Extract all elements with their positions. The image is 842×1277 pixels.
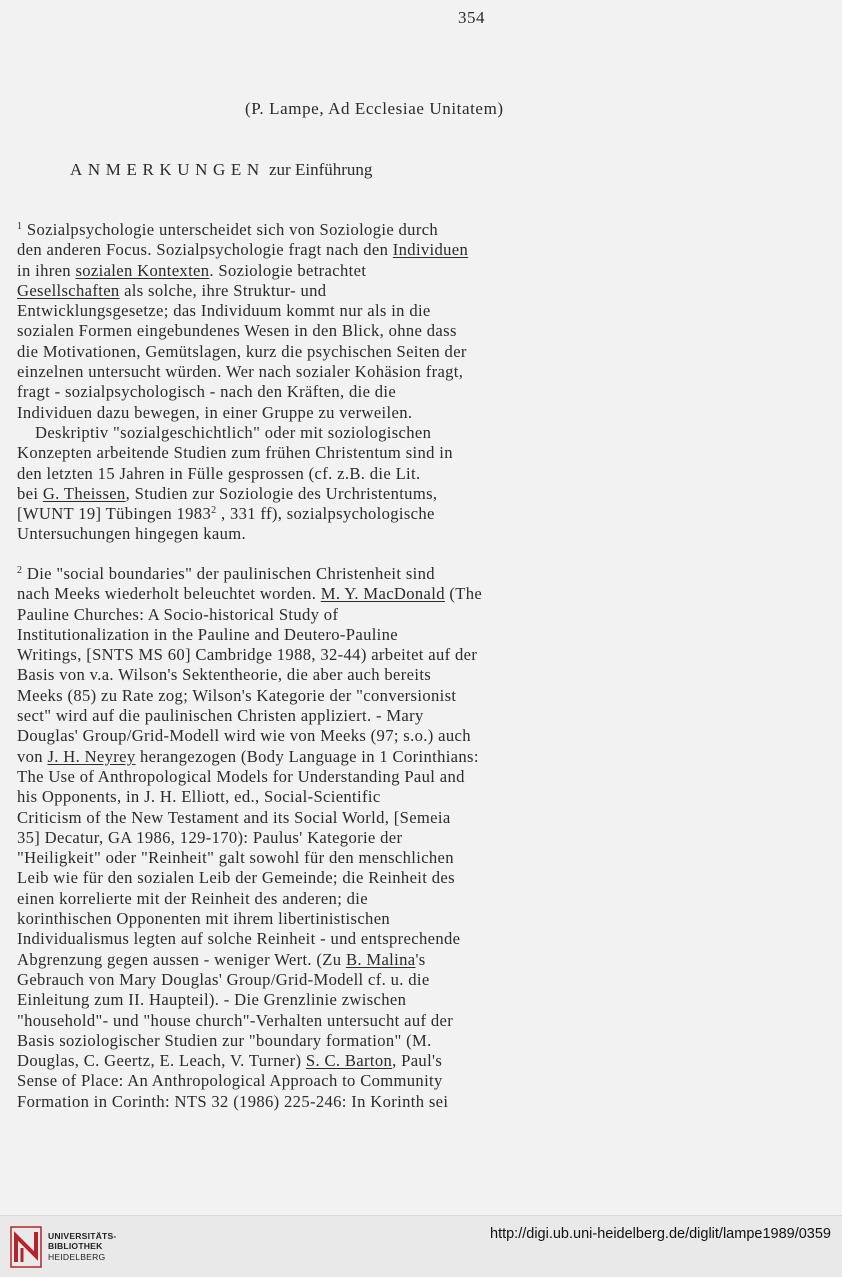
footnote-line: Entwicklungsgesetze; das Individuum kommt nur als in die bbox=[17, 301, 431, 321]
footnote-line: Abgrenzung gegen aussen - weniger Wert. (Zu B. Malina's bbox=[17, 949, 426, 969]
footnote-line: Gesellschaften als solche, ihre Struktur- und bbox=[17, 280, 327, 300]
footnote-line: [WUNT 19] Tübingen 1983$^2$ , 331 ff), sozialpsychologische bbox=[17, 504, 435, 524]
footnote-line: Writings, [SNTS MS 60] Cambridge 1988, 32-44) arbeitet auf der bbox=[17, 645, 478, 665]
footnote-marker: 2 bbox=[17, 565, 23, 576]
footnote-line: Konzepten arbeitende Studien zum frühen Christentum sind in bbox=[17, 443, 453, 463]
footnote-2 bbox=[17, 564, 562, 1112]
footnote-line: Meeks (85) zu Rate zog; Wilson's Kategorie der "conversionist bbox=[17, 685, 457, 705]
viewer-footer bbox=[0, 1215, 842, 1277]
footnote-line: in ihren sozialen Kontexten. Soziologie betrachtet bbox=[17, 260, 367, 280]
footnote-line: von J. H. Neyrey herangezogen (Body Language in 1 Corinthians: bbox=[17, 746, 479, 766]
edition-superscript: 2 bbox=[211, 505, 217, 517]
footnote-line: einen korrelierte mit der Reinheit des anderen; die bbox=[17, 888, 368, 908]
footnote-line: 35] Decatur, GA 1986, 129-170): Paulus' Kategorie der bbox=[17, 827, 403, 847]
underlined-author: S. C. Barton bbox=[305, 1051, 393, 1071]
footnote-line: Formation in Corinth: NTS 32 (1986) 225-246: In Korinth sei bbox=[17, 1091, 449, 1111]
section-heading bbox=[70, 160, 372, 180]
footnote-line: sect" wird auf die paulinischen Christen appliziert. - Mary bbox=[17, 706, 424, 726]
footnote-line: bei G. Theissen, Studien zur Soziologie des Urchristentums, bbox=[17, 483, 438, 503]
footnote-line: nach Meeks wiederholt beleuchtet worden. M. Y. MacDonald (The bbox=[17, 584, 483, 604]
footnote-line: $^2$ Die "social boundaries" der paulinischen Christenheit sind bbox=[17, 564, 435, 583]
footnote-line: Basis von v.a. Wilson's Sektentheorie, die aber auch bereits bbox=[17, 665, 432, 685]
footnote-line: den anderen Focus. Sozialpsychologie fragt nach den Individuen bbox=[17, 240, 469, 260]
footnote-line: korinthischen Opponenten mit ihrem libertinistischen bbox=[17, 909, 391, 929]
footnote-line: Gebrauch von Mary Douglas' Group/Grid-Modell cf. u. die bbox=[17, 969, 430, 989]
footnote-line: The Use of Anthropological Models for Understanding Paul and bbox=[17, 766, 465, 786]
footnote-line: Pauline Churches: A Socio-historical Study of bbox=[17, 604, 339, 624]
footnote-line: Individuen dazu bewegen, in einer Gruppe zu verweilen. bbox=[17, 402, 413, 422]
footnote-line: Basis soziologischer Studien zur "boundary formation" (M. bbox=[17, 1030, 432, 1050]
underlined-author: M. Y. MacDonald bbox=[320, 584, 445, 604]
permalink-url[interactable]: http://digi.ub.uni-heidelberg.de/diglit/lampe1989/0359 bbox=[490, 1226, 831, 1242]
footnote-line: Sense of Place: An Anthropological Approach to Community bbox=[17, 1071, 443, 1091]
footnote-line: Deskriptiv "sozialgeschichtlich" oder mit soziologischen bbox=[35, 422, 432, 442]
footnote-marker: 1 bbox=[17, 221, 23, 232]
footnote-line: einzelnen untersucht würden. Wer nach sozialer Kohäsion fragt, bbox=[17, 362, 464, 382]
underlined-term: Gesellschaften bbox=[17, 280, 120, 300]
footnote-line: "Heiligkeit" oder "Reinheit" galt sowohl für den menschlichen bbox=[17, 848, 454, 868]
underlined-term: Individuen bbox=[392, 240, 469, 260]
footnote-line: Untersuchungen hingegen kaum. bbox=[17, 524, 247, 544]
section-heading-spaced: ANMERKUNGEN bbox=[70, 160, 265, 179]
footnote-line: die Motivationen, Gemütslagen, kurz die psychischen Seiten der bbox=[17, 341, 467, 361]
library-name: UNIVERSITÄTS- BIBLIOTHEK HEIDELBERG bbox=[48, 1231, 117, 1262]
footnote-line: den letzten 15 Jahren in Fülle gesprossen (cf. z.B. die Lit. bbox=[17, 463, 421, 483]
footnote-line: fragt - sozialpsychologisch - nach den Kräften, die die bbox=[17, 382, 397, 402]
footnote-line: his Opponents, in J. H. Elliott, ed., Social-Scientific bbox=[17, 787, 381, 807]
footnote-line: Institutionalization in the Pauline and Deutero-Pauline bbox=[17, 624, 398, 644]
footnote-line: Douglas' Group/Grid-Modell wird wie von Meeks (97; s.o.) auch bbox=[17, 726, 471, 746]
ub-heidelberg-logo-icon[interactable] bbox=[10, 1226, 42, 1268]
underlined-term: sozialen Kontexten bbox=[75, 260, 210, 280]
section-heading-rest: zur Einführung bbox=[269, 160, 373, 179]
footnote-line: $^1$ Sozialpsychologie unterscheidet sich von Soziologie durch bbox=[17, 220, 439, 239]
footnote-line: "household"- und "house church"-Verhalten untersucht auf der bbox=[17, 1010, 454, 1030]
underlined-author: J. H. Neyrey bbox=[47, 746, 136, 766]
footnote-line: Einleitung zum II. Haupteil). - Die Grenzlinie zwischen bbox=[17, 990, 407, 1010]
footnote-1 bbox=[17, 220, 562, 545]
running-header: (P. Lampe, Ad Ecclesiae Unitatem) bbox=[245, 99, 504, 118]
footnote-line: sozialen Formen eingebundenes Wesen in den Blick, ohne dass bbox=[17, 321, 457, 341]
page-number: 354 bbox=[458, 8, 485, 27]
footnote-line: Individualismus legten auf solche Reinheit - und entsprechende bbox=[17, 929, 461, 949]
underlined-author: G. Theissen bbox=[42, 483, 126, 503]
footnote-line: Criticism of the New Testament and its Social World, [Semeia bbox=[17, 807, 451, 827]
footnote-line: Douglas, C. Geertz, E. Leach, V. Turner) S. C. Barton, Paul's bbox=[17, 1051, 443, 1071]
underlined-author: B. Malina bbox=[345, 949, 416, 969]
footnote-line: Leib wie für den sozialen Leib der Gemeinde; die Reinheit des bbox=[17, 868, 455, 888]
